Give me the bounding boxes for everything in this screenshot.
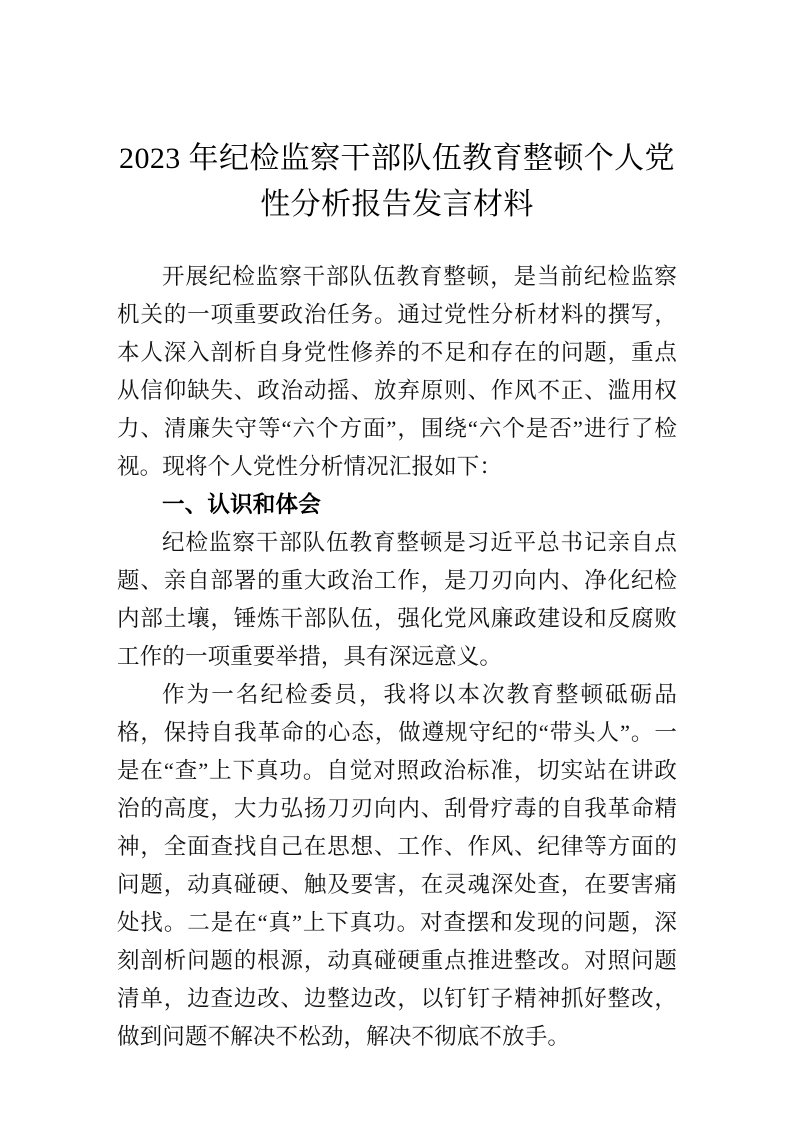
document-body bbox=[117, 258, 677, 1056]
paragraph-intro: 开展纪检监察干部队伍教育整顿，是当前纪检监察机关的一项重要政治任务。通过党性分析材料的撰写，本人深入剖析自身党性修养的不足和存在的问题，重点从信仰缺失、政治动摇、放弃原则、作风不正、滥用权力、清廉失守等“六个方面”，围绕“六个是否”进行了检视。现将个人党性分析情况汇报如下： bbox=[117, 264, 677, 479]
paragraph-section1-2: 作为一名纪检委员，我将以本次教育整顿砥砺品格，保持自我革命的心态，做遵规守纪的“带头人”。一是在“查”上下真功。自觉对照政治标准，切实站在讲政治的高度，大力弘扬刀刃向内、刮骨疗毒的自我革命精神，全面查找自己在思想、工作、作风、纪律等方面的问题，动真碰硬、触及要害，在灵魂深处查，在要害痛处找。二是在“真”上下真功。对查摆和发现的问题，深刻剖析问题的根源，动真碰硬重点推进整改。对照问题清单，边查边改、边整边改，以钉钉子精神抓好整改，做到问题不解决不松劲，解决不彻底不放手。 bbox=[117, 682, 677, 1049]
document-content-column bbox=[117, 0, 677, 1056]
document-title: 2023 年纪检监察干部队伍教育整顿个人党性分析报告发言材料 bbox=[119, 142, 675, 221]
section-heading-1: 一、认识和体会 bbox=[162, 492, 321, 517]
paragraph-section1-1: 纪检监察干部队伍教育整顿是习近平总书记亲自点题、亲自部署的重大政治工作，是刀刃向内、净化纪检内部土壤，锤炼干部队伍，强化党风廉政建设和反腐败工作的一项重要举措，具有深远意义。 bbox=[117, 530, 677, 669]
